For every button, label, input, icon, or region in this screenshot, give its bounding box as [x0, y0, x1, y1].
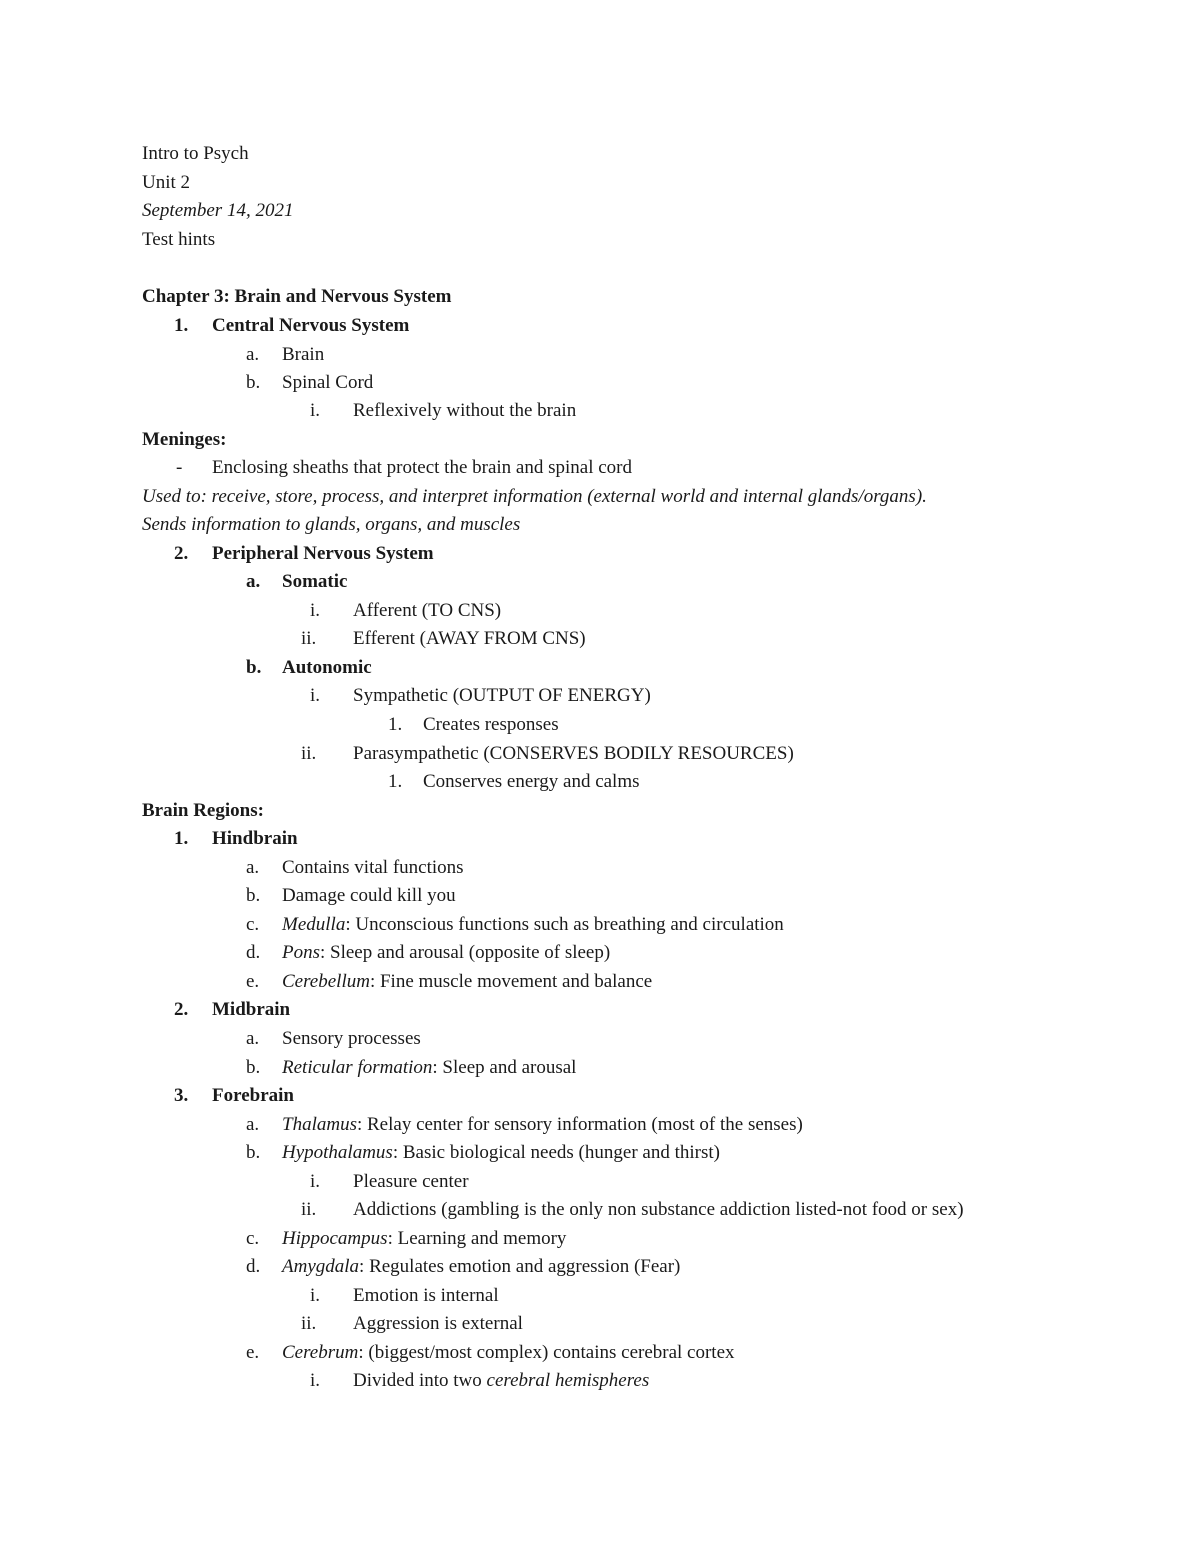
list-marker: 1.: [388, 771, 403, 792]
definition: : (biggest/most complex) contains cerebral cortex: [358, 1342, 735, 1363]
list-item: [282, 942, 610, 964]
unit-label: Unit 2: [142, 172, 191, 193]
meninges-heading: Meninges:: [142, 429, 227, 450]
term: Cerebellum: [282, 971, 370, 992]
cns-heading: Central Nervous System: [212, 315, 410, 336]
definition: : Learning and memory: [387, 1228, 567, 1249]
list-marker: 1.: [174, 315, 189, 336]
list-marker: ii.: [301, 1313, 317, 1334]
list-item: [282, 1057, 576, 1079]
list-item: Enclosing sheaths that protect the brain and spinal cord: [212, 457, 632, 478]
list-marker: a.: [246, 571, 261, 592]
list-item: [353, 1370, 649, 1392]
list-marker: e.: [246, 971, 260, 992]
list-marker: i.: [310, 400, 321, 421]
list-marker: 1.: [174, 828, 189, 849]
term: Hippocampus: [282, 1228, 388, 1249]
list-marker: 3.: [174, 1085, 189, 1106]
term: Hypothalamus: [282, 1142, 393, 1163]
list-marker: ii.: [301, 1199, 317, 1220]
list-marker: i.: [310, 600, 321, 621]
term: Thalamus: [282, 1114, 357, 1135]
definition: Divided into two: [353, 1370, 487, 1391]
term: cerebral hemispheres: [486, 1370, 650, 1391]
list-item: [282, 1114, 803, 1136]
list-marker: a.: [246, 1028, 260, 1049]
date-label: September 14, 2021: [142, 200, 294, 221]
list-marker: b.: [246, 372, 261, 393]
list-item: [282, 971, 652, 993]
pns-heading: Peripheral Nervous System: [212, 543, 434, 564]
list-item: Conserves energy and calms: [423, 771, 640, 792]
list-item: Emotion is internal: [353, 1285, 499, 1306]
term: Medulla: [282, 914, 346, 935]
list-item: Spinal Cord: [282, 372, 374, 393]
list-item: Brain: [282, 344, 325, 365]
list-item: Parasympathetic (CONSERVES BODILY RESOURCES): [353, 743, 794, 764]
list-marker: e.: [246, 1342, 260, 1363]
list-item: Sensory processes: [282, 1028, 421, 1049]
list-item: Efferent (AWAY FROM CNS): [353, 628, 586, 649]
used-to-note: Used to: receive, store, process, and interpret information (external world and internal glands/organs).: [142, 486, 927, 507]
list-item: Reflexively without the brain: [353, 400, 577, 421]
list-item: Contains vital functions: [282, 857, 464, 878]
autonomic-heading: Autonomic: [282, 657, 372, 678]
list-marker: ii.: [301, 628, 317, 649]
list-marker: b.: [246, 1142, 261, 1163]
hindbrain-heading: Hindbrain: [212, 828, 298, 849]
list-item: Sympathetic (OUTPUT OF ENERGY): [353, 685, 651, 706]
list-marker: b.: [246, 885, 261, 906]
midbrain-heading: Midbrain: [212, 999, 291, 1020]
list-item: Pleasure center: [353, 1171, 469, 1192]
list-item: [282, 1342, 735, 1364]
note-label: Test hints: [142, 229, 216, 250]
list-item: Aggression is external: [353, 1313, 523, 1334]
list-marker: i.: [310, 1171, 321, 1192]
definition: : Unconscious functions such as breathing and circulation: [345, 914, 784, 935]
list-marker: c.: [246, 1228, 260, 1249]
list-marker: d.: [246, 1256, 261, 1277]
list-item: Damage could kill you: [282, 885, 456, 906]
list-item: Addictions (gambling is the only non substance addiction listed-not food or sex): [353, 1199, 964, 1220]
term: Cerebrum: [282, 1342, 359, 1363]
term: Reticular formation: [282, 1057, 433, 1078]
list-marker: 2.: [174, 543, 189, 564]
definition: : Sleep and arousal: [432, 1057, 577, 1078]
term: Amygdala: [282, 1256, 360, 1277]
definition: : Sleep and arousal (opposite of sleep): [320, 942, 611, 963]
forebrain-heading: Forebrain: [212, 1085, 294, 1106]
list-item: [282, 1228, 566, 1250]
list-marker: a.: [246, 857, 260, 878]
list-marker: 2.: [174, 999, 189, 1020]
list-marker: a.: [246, 344, 260, 365]
list-item: [282, 1142, 720, 1164]
somatic-heading: Somatic: [282, 571, 348, 592]
list-marker: ii.: [301, 743, 317, 764]
list-marker: i.: [310, 1370, 321, 1391]
list-marker: i.: [310, 685, 321, 706]
list-marker: a.: [246, 1114, 260, 1135]
definition: : Fine muscle movement and balance: [369, 971, 653, 992]
definition: : Relay center for sensory information (most of the senses): [356, 1114, 803, 1135]
list-item: Afferent (TO CNS): [353, 600, 502, 621]
list-item: Creates responses: [423, 714, 559, 735]
list-item: [282, 1256, 680, 1278]
brain-regions-heading: Brain Regions:: [142, 800, 264, 821]
list-marker: c.: [246, 914, 260, 935]
term: Pons: [282, 942, 320, 963]
course-title: Intro to Psych: [142, 143, 249, 164]
list-marker: b.: [246, 1057, 261, 1078]
dash-marker: -: [176, 457, 183, 478]
list-item: [282, 914, 784, 936]
chapter-title: Chapter 3: Brain and Nervous System: [142, 286, 452, 307]
definition: : Basic biological needs (hunger and thirst): [392, 1142, 720, 1163]
list-marker: b.: [246, 657, 262, 678]
list-marker: i.: [310, 1285, 321, 1306]
list-marker: d.: [246, 942, 261, 963]
definition: : Regulates emotion and aggression (Fear): [359, 1256, 681, 1277]
list-marker: 1.: [388, 714, 403, 735]
sends-note: Sends information to glands, organs, and muscles: [142, 514, 521, 535]
